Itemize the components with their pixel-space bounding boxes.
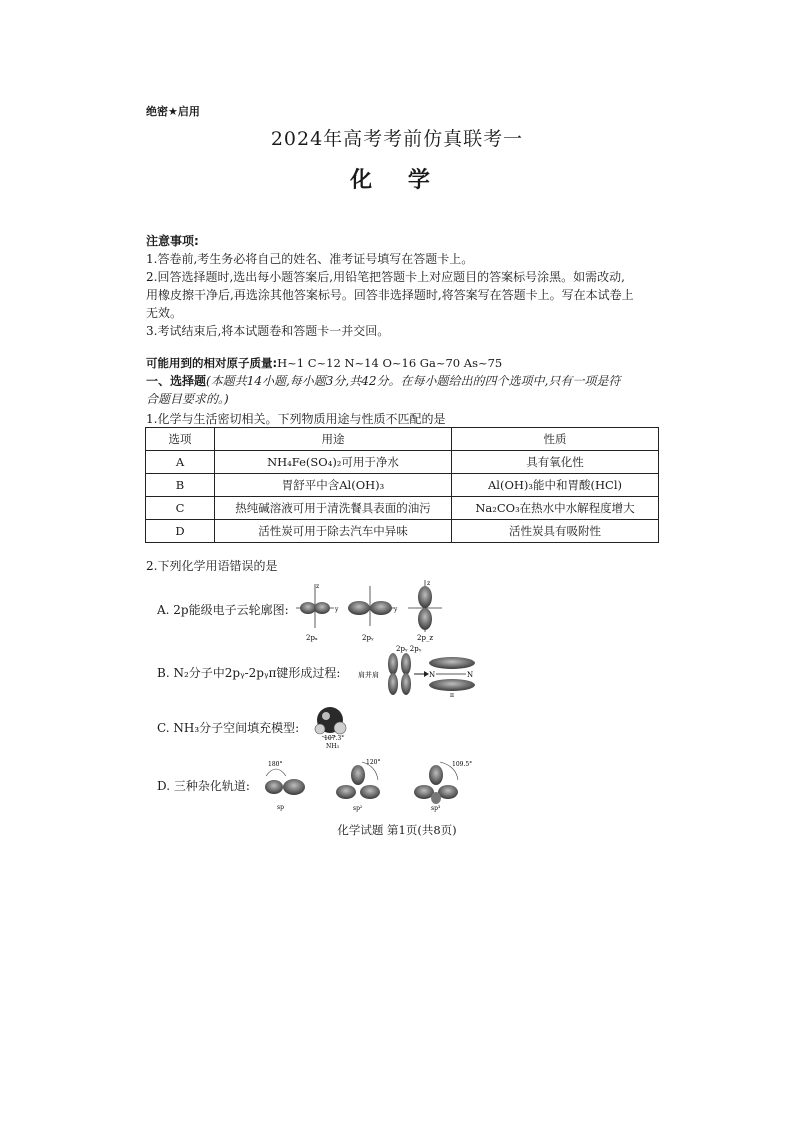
sp-label: sp xyxy=(277,804,284,811)
sp2-label: sp² xyxy=(353,805,363,812)
table-header: 性质 xyxy=(452,428,659,451)
note-line: 用橡皮擦干净后,再选涂其他答案标号。回答非选择题时,将答案写在答题卡上。写在本试卷上 xyxy=(146,288,634,302)
table-cell: Na₂CO₃在热水中水解程度增大 xyxy=(452,497,659,520)
atomic-masses-label: 可能用到的相对原子质量: xyxy=(146,356,278,370)
page-footer: 化学试题 第1页(共8页) xyxy=(337,823,457,837)
b-top-label: 2pᵧ 2pᵧ xyxy=(396,645,422,653)
atomic-masses-values: H~1 C~12 N~14 O~16 Ga~70 As~75 xyxy=(277,356,503,370)
sp3-angle-label: 109.5° xyxy=(452,761,473,768)
table-row xyxy=(146,520,659,543)
table-header-row xyxy=(146,428,659,451)
section-desc: (本题共14小题,每小题3分,共42分。在每小题给出的四个选项中,只有一项是符 xyxy=(206,374,621,388)
note-line: 3.考试结束后,将本试题卷和答题卡一并交回。 xyxy=(146,324,390,338)
hybrid-orbitals-figure xyxy=(258,756,490,814)
b-n2-label: N xyxy=(467,671,474,679)
table-cell: 热纯碱溶液可用于清洗餐具表面的油污 xyxy=(215,497,452,520)
table-cell: A xyxy=(146,451,215,474)
px-label: 2pₓ xyxy=(306,634,318,642)
sp2-angle-label: 120° xyxy=(366,759,381,766)
note-line: 无效。 xyxy=(146,306,183,320)
px-orbital xyxy=(296,583,339,642)
nh3-angle-label: 107.3° xyxy=(324,735,345,742)
question-2-stem: 2.下列化学用语错误的是 xyxy=(146,559,278,573)
option-a-label: A. 2p能级电子云轮廓图: xyxy=(157,603,289,617)
nh3-model-figure xyxy=(306,698,366,750)
option-b-label: B. N₂分子中2pᵧ-2pᵧπ键形成过程: xyxy=(157,666,341,680)
table-cell: Al(OH)₃能中和胃酸(HCl) xyxy=(452,474,659,497)
pi-bond-figure xyxy=(356,643,476,699)
py-orbital xyxy=(348,586,398,642)
atomic-masses xyxy=(146,355,666,371)
notes-heading: 注意事项: xyxy=(146,234,199,248)
b-side-label: 肩并肩 xyxy=(358,671,379,679)
pz-label: 2p_z xyxy=(417,634,434,642)
axis-y-label: y xyxy=(394,606,398,613)
note-line: 1.答卷前,考生务必将自己的姓名、准考证号填写在答题卡上。 xyxy=(146,252,474,266)
subject-title: 化 学 xyxy=(350,167,444,193)
notes-section xyxy=(146,232,662,340)
question-1-stem: 1.化学与生活密切相关。下列物质用途与性质不匹配的是 xyxy=(146,412,446,426)
note-line: 2.回答选择题时,选出每小题答案后,用铅笔把答题卡上对应题目的答案标号涂黑。如需改动, xyxy=(146,270,625,284)
table-row xyxy=(146,497,659,520)
sp-angle-label: 180° xyxy=(268,761,283,768)
nh3-name-label: NH₃ xyxy=(326,743,339,750)
table-cell: 具有氧化性 xyxy=(452,451,659,474)
b-pi-label: π xyxy=(450,692,454,699)
axis-z-label: z xyxy=(427,580,431,587)
option-c-label: C. NH₃分子空间填充模型: xyxy=(157,721,300,735)
question-1-table xyxy=(145,427,659,543)
section-one xyxy=(146,372,664,408)
axis-z-label: z xyxy=(316,583,320,590)
confidential-label: 绝密★启用 xyxy=(146,105,200,118)
exam-title: 2024年高考考前仿真联考一 xyxy=(270,128,524,150)
pz-orbital xyxy=(408,580,442,642)
axis-y-label: y xyxy=(335,606,339,613)
p-orbitals-figure xyxy=(290,578,460,644)
table-row xyxy=(146,451,659,474)
table-header: 用途 xyxy=(215,428,452,451)
section-heading: 一、选择题 xyxy=(146,374,207,388)
table-row xyxy=(146,474,659,497)
table-cell: NH₄Fe(SO₄)₂可用于净水 xyxy=(215,451,452,474)
option-d-label: D. 三种杂化轨道: xyxy=(157,779,250,793)
sp3-label: sp³ xyxy=(431,805,441,812)
sp3-orbital xyxy=(414,761,472,812)
b-n1-label: N xyxy=(429,671,436,679)
table-cell: 活性炭可用于除去汽车中异味 xyxy=(215,520,452,543)
sp2-orbital xyxy=(336,759,380,812)
py-label: 2pᵧ xyxy=(362,634,374,642)
section-desc-cont: 合题目要求的。) xyxy=(146,392,229,406)
table-cell: 活性炭具有吸附性 xyxy=(452,520,659,543)
sp-orbital xyxy=(265,761,305,811)
table-cell: D xyxy=(146,520,215,543)
table-cell: 胃舒平中含Al(OH)₃ xyxy=(215,474,452,497)
table-header: 选项 xyxy=(146,428,215,451)
table-cell: C xyxy=(146,497,215,520)
table-cell: B xyxy=(146,474,215,497)
